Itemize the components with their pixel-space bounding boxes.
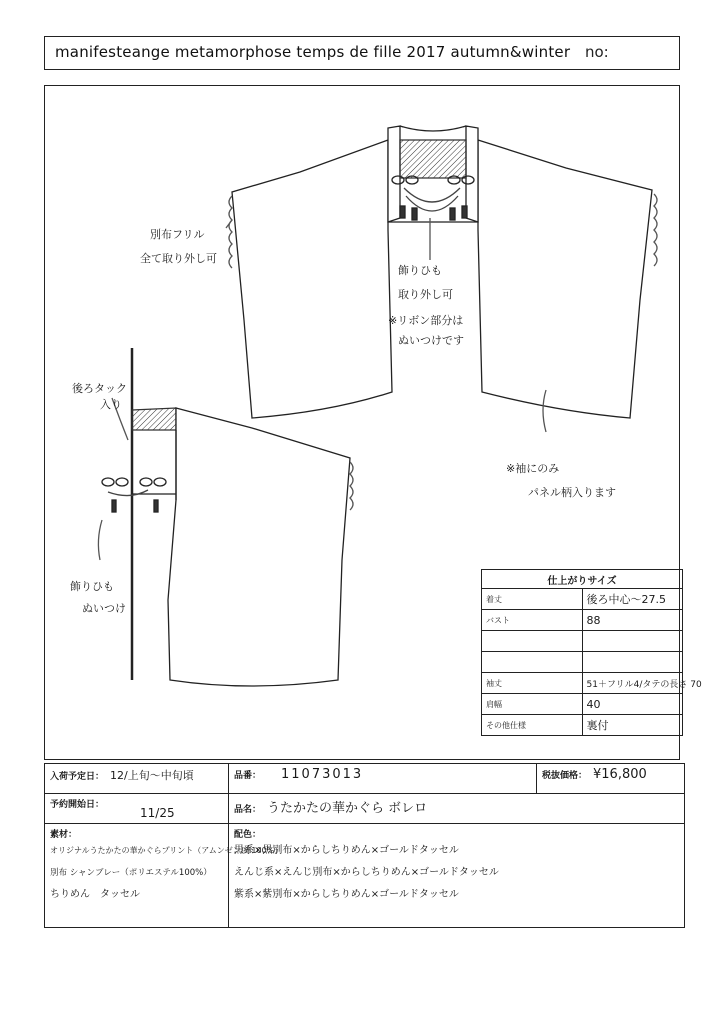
note-sleeve-frill-1: 別布フリル: [150, 228, 205, 241]
product-no-value: 11073013: [281, 767, 364, 782]
colors-label: 配色：: [234, 830, 262, 840]
front-view: [226, 126, 657, 432]
arrival-label: 入荷予定日：: [50, 772, 105, 782]
note-sleeve-frill-2: 全て取り外し可: [140, 252, 217, 265]
list-item: ちりめん タッセル: [50, 889, 140, 900]
table-row: [482, 631, 683, 652]
note-back-tuck-1: 後ろタック: [72, 382, 127, 395]
product-name-value: うたかたの華かぐら ボレロ: [267, 801, 428, 816]
product-name-cell: [229, 794, 685, 824]
table-row: 袖丈 51＋フリル4/タテの長さ 70: [482, 673, 683, 694]
product-form: [44, 763, 685, 928]
size-table-title: 仕上がりサイズ: [482, 570, 683, 589]
header-title: manifesteange metamorphose temps de fille 2017 autumn&winter: [55, 43, 571, 61]
note-back-tuck-2: 入り: [100, 398, 122, 411]
header-no-label: no:: [585, 43, 609, 61]
arrival-value: 12/上旬～中旬頃: [110, 769, 194, 782]
note-ribbon-2: ぬいつけです: [398, 334, 464, 347]
product-no-label: 品番：: [234, 771, 262, 781]
note-deco-string-1: 飾りひも: [398, 264, 442, 277]
price-value: ¥16,800: [593, 767, 647, 782]
table-row: 着丈 後ろ中心～27.5: [482, 589, 683, 610]
size-table: [481, 569, 702, 736]
note-back-string-2: ぬいつけ: [82, 602, 126, 615]
list-item: 紫系×紫別布×からしちりめん×ゴールドタッセル: [234, 889, 459, 900]
list-item: 別布 シャンブレー（ポリエステル100%）: [50, 868, 212, 878]
note-ribbon-1: ※リボン部分は: [388, 314, 464, 327]
note-back-string-1: 飾りひも: [70, 580, 114, 593]
reservation-label: 予約開始日：: [50, 800, 105, 810]
price-cell: [537, 764, 685, 794]
note-panel-2: パネル柄入ります: [528, 486, 616, 499]
list-item: 黒系×黒別布×からしちりめん×ゴールドタッセル: [234, 845, 459, 856]
product-no-cell: [229, 764, 537, 794]
list-item: オリジナルうたかたの華かぐらプリント（アムンゼン/綿100%）: [50, 846, 283, 855]
colors-cell: [229, 824, 685, 928]
product-name-label: 品名：: [234, 805, 262, 815]
materials-label: 素材：: [50, 830, 78, 840]
table-row: その他仕様 裏付: [482, 715, 683, 736]
arrival-cell: [45, 764, 229, 794]
list-item: えんじ系×えんじ別布×からしちりめん×ゴールドタッセル: [234, 867, 499, 878]
reservation-value: 11/25: [140, 806, 175, 820]
table-row: [482, 652, 683, 673]
table-row: バスト 88: [482, 610, 683, 631]
note-deco-string-2: 取り外し可: [398, 288, 453, 301]
note-panel-1: ※袖にのみ: [506, 462, 560, 475]
price-label: 税抜価格：: [542, 771, 588, 781]
table-row: 肩幅 40: [482, 694, 683, 715]
reservation-cell: [45, 794, 229, 824]
